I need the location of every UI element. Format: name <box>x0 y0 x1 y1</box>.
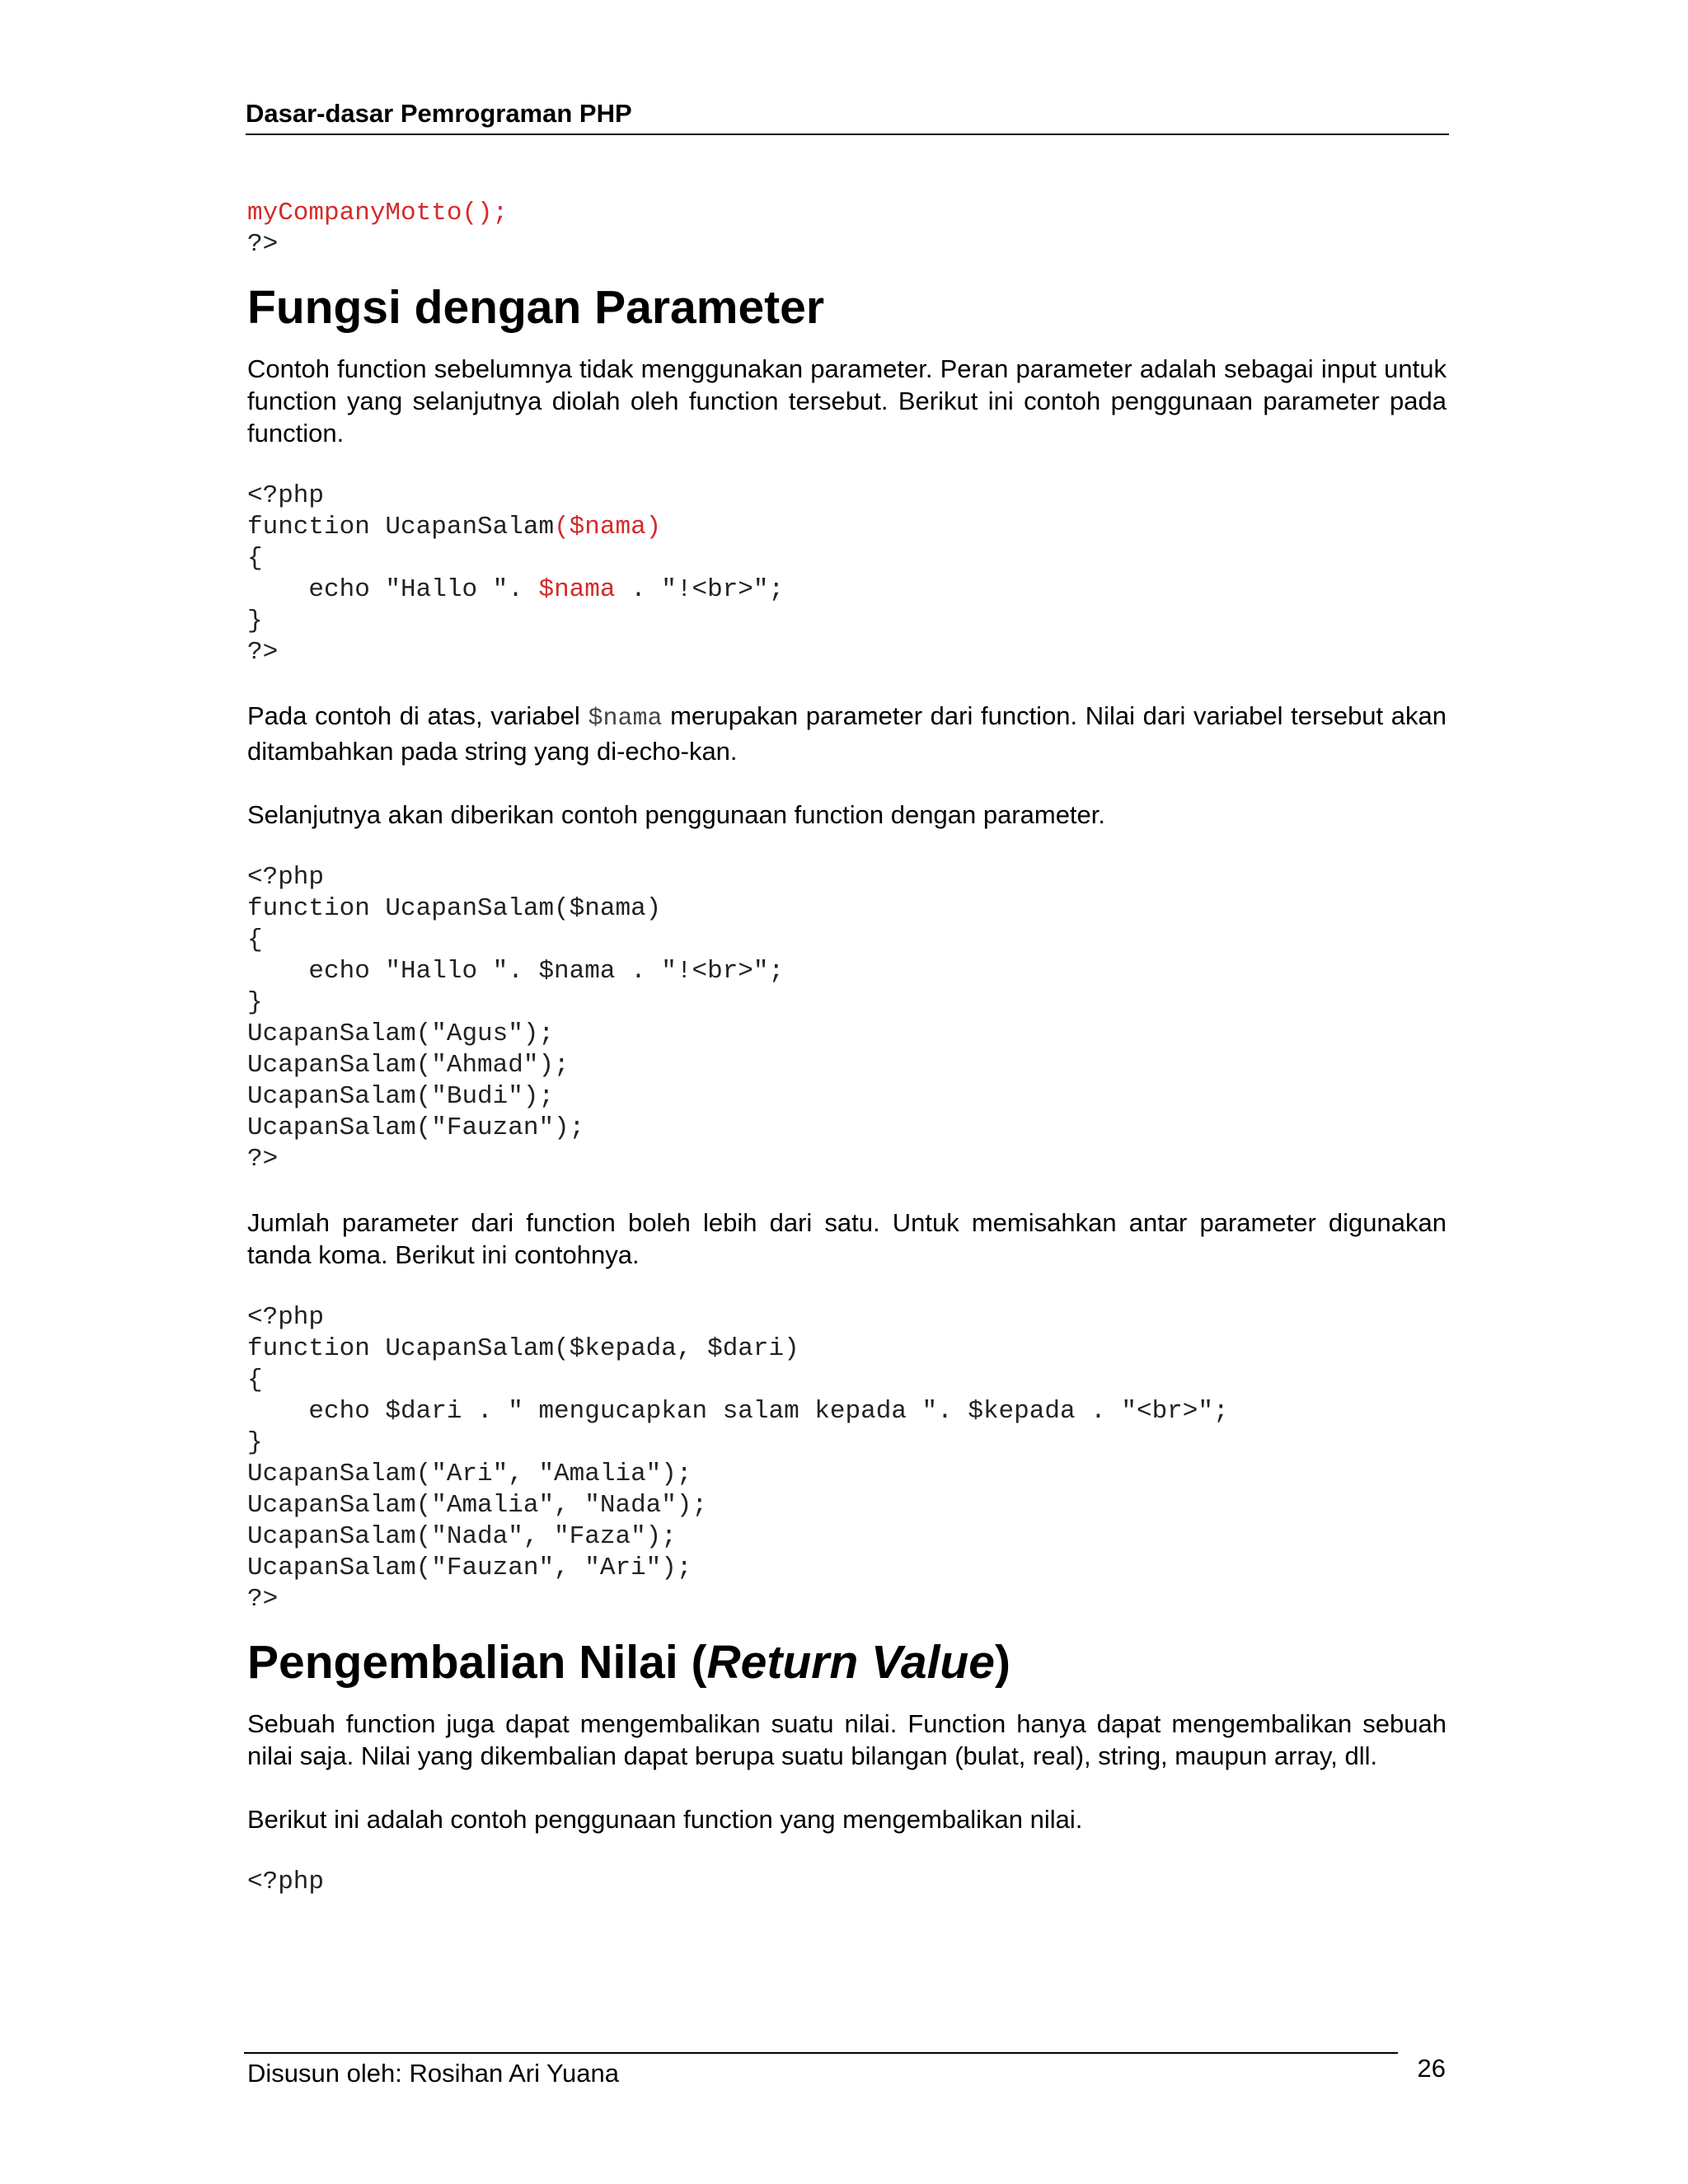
footer-divider <box>244 2052 1398 2054</box>
paragraph-text: Pada contoh di atas, variabel <box>247 701 588 730</box>
heading-fungsi-dengan-parameter: Fungsi dengan Parameter <box>247 281 825 334</box>
code-line: } <box>247 988 263 1017</box>
code-line: function UcapanSalam <box>247 513 555 541</box>
code-line: ?> <box>247 1585 279 1614</box>
running-header: Dasar-dasar Pemrograman PHP <box>246 96 1449 135</box>
heading-pengembalian-nilai <box>247 1633 1447 1691</box>
code-line: { <box>247 544 263 573</box>
code-line: UcapanSalam("Budi"); <box>247 1082 555 1111</box>
code-line: function UcapanSalam($nama) <box>247 894 662 923</box>
page-number: 26 <box>1417 2054 1446 2083</box>
code-line: UcapanSalam("Ari", "Amalia"); <box>247 1460 692 1488</box>
code-line: ?> <box>247 638 279 667</box>
code-line: UcapanSalam("Fauzan"); <box>247 1113 585 1142</box>
code-line: <?php <box>247 1868 325 1896</box>
paragraph-variabel-nama <box>247 700 1447 767</box>
code-line: echo "Hallo ". <box>247 575 539 604</box>
paragraph-intro: Contoh function sebelumnya tidak menggunakan parameter. Peran parameter adalah sebagai input untuk function yang selanjutnya diolah oleh function tersebut. Berikut ini contoh penggunaan parameter pada function. <box>247 354 1447 448</box>
inline-code-nama: $nama <box>588 705 663 733</box>
code-line: UcapanSalam("Amalia", "Nada"); <box>247 1491 708 1520</box>
page-content <box>247 198 1447 1898</box>
code-block-1 <box>247 480 1447 668</box>
code-line: ?> <box>247 230 279 259</box>
heading-italic-text: Return Value <box>706 1636 995 1689</box>
code-line: { <box>247 1366 263 1394</box>
code-block-3 <box>247 1302 1447 1615</box>
code-line: UcapanSalam("Ahmad"); <box>247 1051 570 1080</box>
code-line: <?php <box>247 863 325 892</box>
code-line: ?> <box>247 1145 279 1174</box>
code-line: myCompanyMotto(); <box>247 199 509 227</box>
code-line: { <box>247 926 263 954</box>
code-line: function UcapanSalam($kepada, $dari) <box>247 1334 799 1363</box>
code-line: echo $dari . " mengucapkan salam kepada ". $kepada . "<br>"; <box>247 1397 1229 1426</box>
paragraph-text: merupakan parameter dari function. Nilai dari variabel tersebut akan ditambahkan pada string yang di-echo-kan. <box>247 701 1447 766</box>
code-line: <?php <box>247 481 325 510</box>
paragraph-selanjutnya: Selanjutnya akan diberikan contoh penggunaan function dengan parameter. <box>247 800 1106 829</box>
code-line: } <box>247 607 263 635</box>
paragraph-return-example: Berikut ini adalah contoh penggunaan function yang mengembalikan nilai. <box>247 1805 1083 1834</box>
code-line: <?php <box>247 1303 325 1332</box>
paragraph-jumlah-parameter: Jumlah parameter dari function boleh lebih dari satu. Untuk memisahkan antar parameter digunakan tanda koma. Berikut ini contohnya. <box>247 1208 1447 1269</box>
code-line: UcapanSalam("Fauzan", "Ari"); <box>247 1554 692 1582</box>
code-line: UcapanSalam("Nada", "Faza"); <box>247 1522 677 1551</box>
heading-text: Pengembalian Nilai ( <box>247 1636 707 1689</box>
code-block-4 <box>247 1867 1447 1898</box>
code-line: echo "Hallo ". $nama . "!<br>"; <box>247 957 785 986</box>
code-line: . "!<br>"; <box>615 575 785 604</box>
footer-author: Disusun oleh: Rosihan Ari Yuana <box>247 2059 619 2088</box>
heading-text: ) <box>994 1636 1010 1689</box>
code-variable: $nama <box>538 575 616 604</box>
code-line: UcapanSalam("Agus"); <box>247 1019 555 1048</box>
code-param: ($nama) <box>554 513 662 541</box>
code-block-2 <box>247 862 1447 1175</box>
paragraph-return-intro: Sebuah function juga dapat mengembalikan suatu nilai. Function hanya dapat mengembalikan sebuah nilai saja. Nilai yang dikembalian dapat berupa suatu bilangan (bulat, real), string, maupun array, dll. <box>247 1709 1447 1770</box>
code-block-top <box>247 198 1447 260</box>
code-line: } <box>247 1428 263 1457</box>
